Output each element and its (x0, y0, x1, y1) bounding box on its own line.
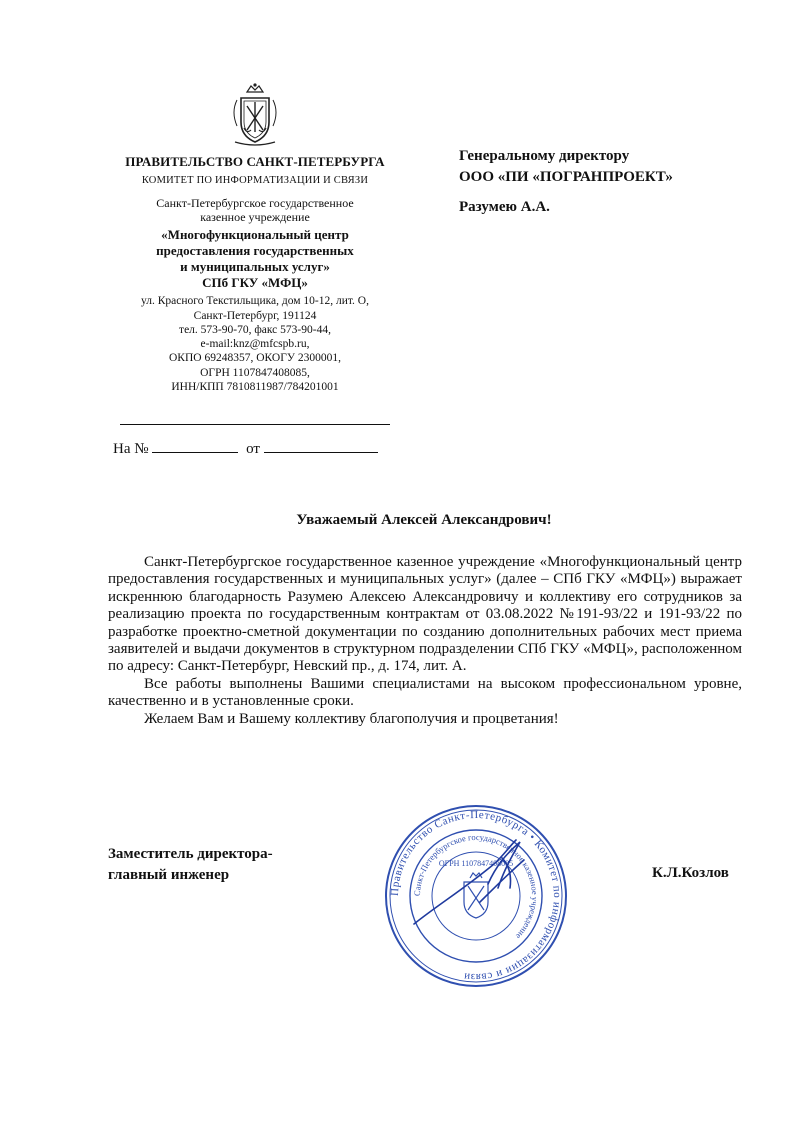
contact-line: ОГРН 1107847408085, (200, 366, 310, 379)
contact-line: ул. Красного Текстильщика, дом 10-12, лит. О, (141, 295, 369, 308)
body-paragraph: Желаем Вам и Вашему коллективу благополучия и процветания! (144, 710, 559, 727)
contact-line: тел. 573-90-70, факс 573-90-44, (179, 323, 331, 336)
committee-name: КОМИТЕТ ПО ИНФОРМАТИЗАЦИИ И СВЯЗИ (141, 175, 369, 187)
signatory-title (108, 844, 273, 886)
reference-date-label: от (246, 441, 260, 457)
body-paragraph: Санкт-Петербургское государственное казенное учреждение «Многофункциональный центр предоставления государственных и муниципальных услуг» (далее – СПб ГКУ «МФЦ») выражает искреннюю благодарность Разумею Алексею Александровичу и коллективу его сотрудников за реализацию проекта по государственным контрактам от 03.08.2022 №191-93/22 и 191-93/22 по разработке проектно-сметной документации по созданию дополнительных рабочих мест приема заявителей и выдачи документов в структурном подразделении СПб ГКУ «МФЦ», расположенном по адресу: Санкт-Петербург, Невский пр., д. 174, лит. А. (108, 554, 742, 675)
stamp-outer-text: Правительство Санкт-Петербурга • Комитет по информатизации и связи (388, 808, 564, 984)
salutation: Уважаемый Алексей Александрович! (296, 512, 552, 528)
letter-body (108, 554, 742, 728)
addressee-name: Разумею А.А. (459, 199, 550, 216)
institution-name-line: и муниципальных услуг» (180, 258, 330, 274)
institution-type-line: казенное учреждение (200, 209, 310, 224)
stamp-inner-text: Санкт-Петербургское государственное казенное учреждение (411, 831, 541, 942)
contact-line: ОКПО 69248357, ОКОГУ 2300001, (169, 352, 341, 365)
addressee-block (459, 146, 673, 218)
reference-line (113, 438, 378, 458)
reference-number-label: На № (113, 441, 149, 457)
institution-name-line: предоставления государственных (156, 242, 354, 258)
institution-name-line: «Многофункциональный центр (161, 227, 349, 243)
signatory-title-line: главный инженер (108, 867, 230, 883)
contact-details (100, 294, 410, 394)
stamp-ogrn: ОГРН 1107847408085 (438, 859, 514, 868)
contact-line: e-mail:knz@mfcspb.ru, (200, 338, 310, 351)
contact-line: ИНН/КПП 7810811987/784201001 (171, 380, 339, 393)
contact-line: Санкт-Петербург, 191124 (193, 309, 317, 322)
letterhead-divider (120, 424, 390, 425)
government-name: ПРАВИТЕЛЬСТВО САНКТ-ПЕТЕРБУРГА (125, 154, 385, 169)
addressee-company: ООО «ПИ «ПОГРАНПРОЕКТ» (459, 168, 673, 185)
institution-type (100, 196, 410, 224)
stamp-emblem-icon (464, 873, 488, 918)
letterhead (100, 82, 410, 394)
institution-name (100, 227, 410, 290)
reference-date-blank (264, 438, 378, 453)
spb-coat-of-arms-icon (227, 82, 283, 148)
official-stamp (384, 804, 568, 988)
addressee-position: Генеральному директору (459, 148, 630, 164)
body-paragraph: Все работы выполнены Вашими специалистами на высоком профессиональном уровне, качественно и в установленные сроки. (108, 675, 742, 710)
institution-short-name: СПб ГКУ «МФЦ» (202, 274, 308, 290)
institution-type-line: Санкт-Петербургское государственное (156, 195, 354, 210)
reference-number-blank (152, 438, 238, 453)
signatory-title-line: Заместитель директора- (108, 846, 273, 862)
signatory-name: К.Л.Козлов (652, 865, 729, 881)
